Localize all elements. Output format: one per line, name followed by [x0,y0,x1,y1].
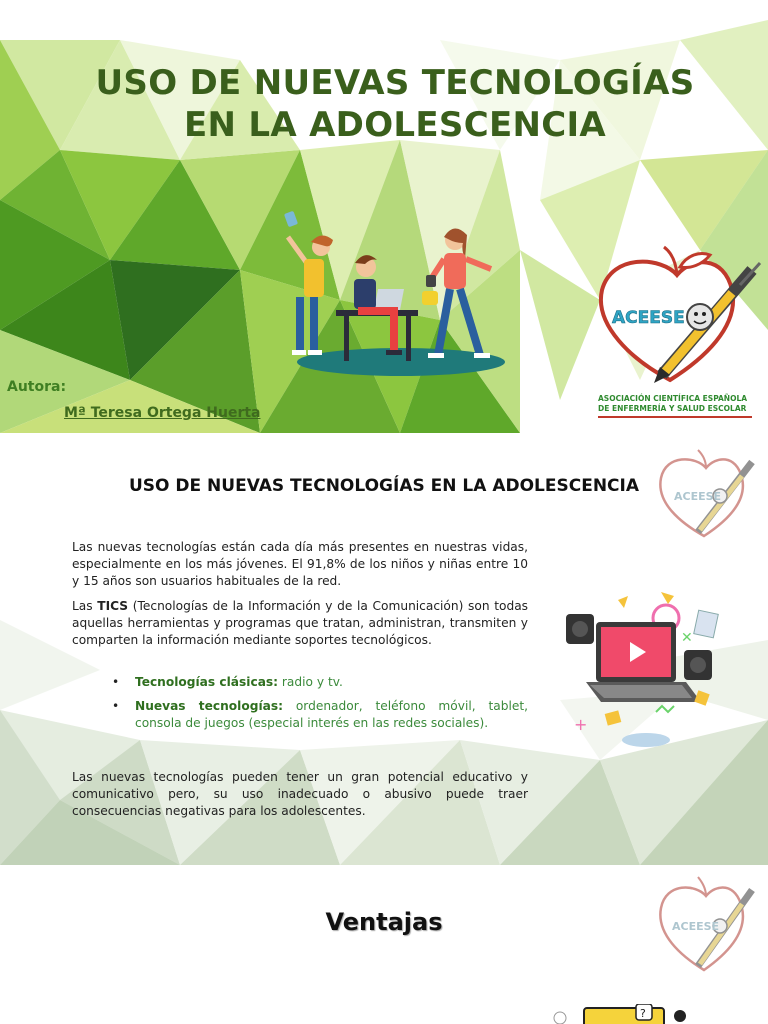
title-line-2: EN LA ADOLESCENCIA [183,105,607,145]
association-underline [598,416,752,418]
slide-title: Ventajas [325,908,443,936]
conclusion-paragraph: Las nuevas tecnologías pueden tener un gran potencial educativo y comunicativo pero, su uso inadecuado o abusivo puede traer consecuencias negativas para los adolescentes. [72,770,528,818]
content-slide [0,440,768,865]
aceese-logo [592,245,762,385]
tics-definition: (Tecnologías de la Información y de la Comunicación) son todas aquellas herramientas y programas que tratan, administran, transmiten y comparten la información mediante soportes tecnológicos. [72,599,529,647]
tics-intro: Las [72,599,98,613]
svg-text:✕: ✕ [681,630,693,646]
technology-list [112,674,528,739]
teenagers-illustration [266,207,506,377]
logo-text: ACEESE [672,920,720,933]
presentation-title [0,62,768,146]
title-line-1: USO DE NUEVAS TECNOLOGÍAS [95,63,695,103]
association-line-2: DE ENFERMERÍA Y SALUD ESCOLAR [598,404,747,413]
logo-text: ACEESE [674,490,722,503]
author-name: Mª Teresa Ortega Huerta [64,405,261,421]
slide-title: USO DE NUEVAS TECNOLOGÍAS EN LA ADOLESCENCIA [128,476,640,496]
bullet-label: Tecnologías clásicas: [135,675,279,689]
advantages-slide [0,868,768,1024]
association-line-1: ASOCIACIÓN CIENTÍFICA ESPAÑOLA [598,394,748,403]
aceese-logo-small [656,874,756,974]
author-label: Autora: [7,379,67,395]
title-slide [0,0,768,433]
bullet-label: Nuevas tecnologías: [135,699,283,713]
bullet-text: radio y tv. [278,675,343,689]
laptop-media-illustration [556,582,736,752]
tics-paragraph [72,598,528,649]
svg-text:?: ? [640,1007,646,1020]
aceese-logo-small [656,448,756,538]
logo-text: ACEESE [612,308,685,328]
intro-paragraph: Las nuevas tecnologías están cada día más presentes en nuestras vidas, especialmente en los más jóvenes. El 91,8% de los niños y niñas entre 10 y 15 años son usuarios habituales de la red. [72,540,528,588]
cut-off-illustration [540,1004,700,1024]
bullet-text: ordenador, teléfono móvil, tablet, consola de juegos (especial interés en las redes sociales). [135,699,528,730]
association-name [598,394,747,414]
svg-text:+: + [574,715,588,734]
tics-term: TICS [97,599,129,613]
list-item: • Tecnologías clásicas: radio y tv. [112,675,343,689]
list-item: • Nuevas tecnologías: ordenador, teléfono móvil, tablet, consola de juegos (especial interés en las redes sociales). [112,699,528,730]
